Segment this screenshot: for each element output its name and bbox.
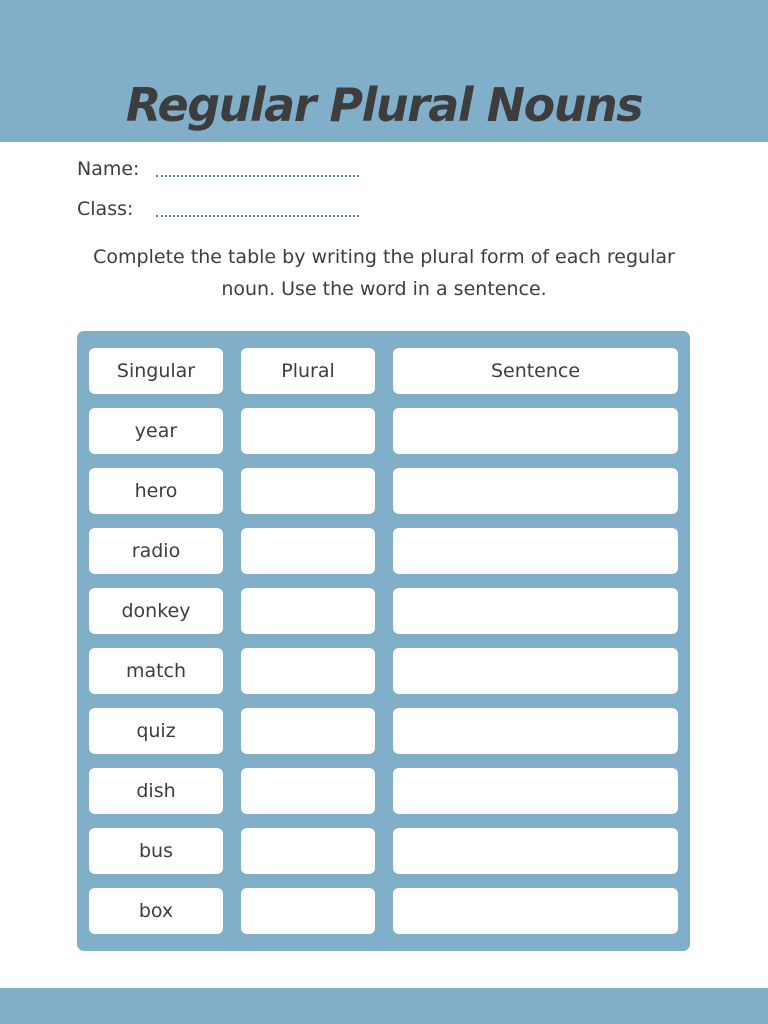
table-row [77, 408, 690, 454]
instructions: Complete the table by writing the plural form of each regular noun. Use the word in a sentence. [93, 246, 675, 300]
sentence-cell[interactable] [393, 768, 678, 814]
table-row [77, 528, 690, 574]
singular-cell: bus [89, 828, 223, 874]
singular-cell: hero [89, 468, 223, 514]
singular-cell: box [89, 888, 223, 934]
name-input-line[interactable] [156, 175, 359, 177]
plural-cell[interactable] [241, 528, 375, 574]
table-row [77, 768, 690, 814]
table-row [77, 588, 690, 634]
header-singular: Singular [89, 348, 223, 394]
singular-cell: match [89, 648, 223, 694]
header-sentence: Sentence [393, 348, 678, 394]
plural-cell[interactable] [241, 588, 375, 634]
plural-cell[interactable] [241, 648, 375, 694]
page-title: Regular Plural Nouns [125, 78, 643, 132]
sentence-cell[interactable] [393, 888, 678, 934]
name-label: Name: [77, 158, 140, 180]
plural-cell[interactable] [241, 888, 375, 934]
singular-cell: year [89, 408, 223, 454]
sentence-cell[interactable] [393, 588, 678, 634]
sentence-cell[interactable] [393, 828, 678, 874]
plural-cell[interactable] [241, 468, 375, 514]
noun-table [77, 331, 690, 951]
singular-cell: donkey [89, 588, 223, 634]
table-row [77, 708, 690, 754]
class-input-line[interactable] [156, 215, 359, 217]
sentence-cell[interactable] [393, 648, 678, 694]
singular-cell: radio [89, 528, 223, 574]
table-row [77, 648, 690, 694]
singular-cell: quiz [89, 708, 223, 754]
plural-cell[interactable] [241, 408, 375, 454]
plural-cell[interactable] [241, 828, 375, 874]
table-header-row [77, 348, 690, 394]
sentence-cell[interactable] [393, 528, 678, 574]
sentence-cell[interactable] [393, 408, 678, 454]
singular-cell: dish [89, 768, 223, 814]
table-row [77, 468, 690, 514]
class-label: Class: [77, 198, 134, 220]
footer-band [0, 988, 768, 1024]
table-row [77, 888, 690, 934]
plural-cell[interactable] [241, 768, 375, 814]
plural-cell[interactable] [241, 708, 375, 754]
sentence-cell[interactable] [393, 468, 678, 514]
table-row [77, 828, 690, 874]
sentence-cell[interactable] [393, 708, 678, 754]
header-banner [0, 0, 768, 142]
header-plural: Plural [241, 348, 375, 394]
